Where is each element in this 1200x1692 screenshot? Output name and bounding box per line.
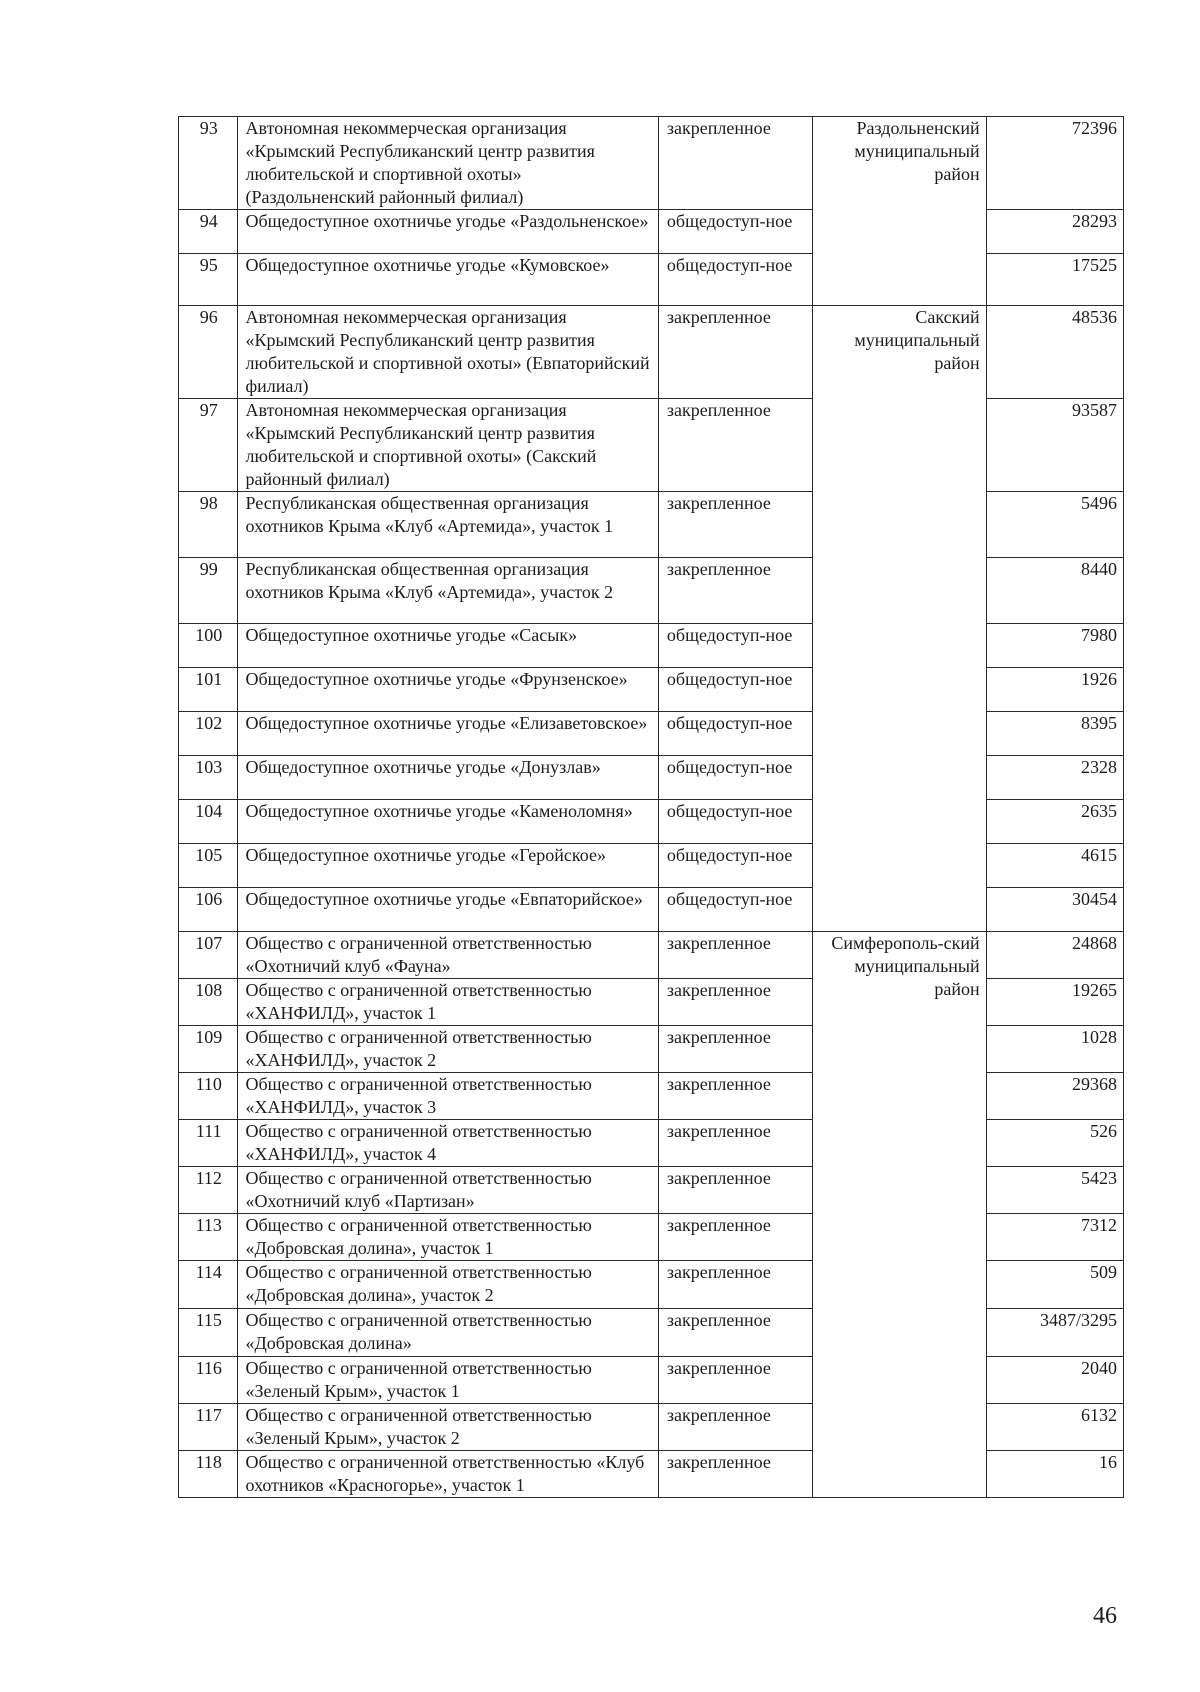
row-number: 94: [179, 210, 238, 254]
ground-type: закрепленное: [658, 399, 812, 492]
ground-type: закрепленное: [658, 306, 812, 399]
ground-name: Общедоступное охотничье угодье «Кумовское»: [237, 254, 658, 306]
ground-type: закрепленное: [658, 1357, 812, 1404]
ground-type: закрепленное: [658, 117, 812, 210]
ground-type: закрепленное: [658, 1026, 812, 1073]
row-number: 118: [179, 1451, 238, 1498]
ground-area: 1028: [986, 1026, 1123, 1073]
ground-name: Общедоступное охотничье угодье «Донузлав»: [237, 756, 658, 800]
ground-name: Общество с ограниченной ответственностью «Добровская долина»: [237, 1309, 658, 1357]
ground-type: закрепленное: [658, 1167, 812, 1214]
ground-area: 509: [986, 1261, 1123, 1309]
row-number: 102: [179, 712, 238, 756]
ground-type: общедоступ-ное: [658, 712, 812, 756]
ground-area: 16: [986, 1451, 1123, 1498]
table-body: [179, 117, 1124, 1498]
ground-area: 17525: [986, 254, 1123, 306]
ground-type: закрепленное: [658, 1451, 812, 1498]
ground-name: Общество с ограниченной ответственностью «Добровская долина», участок 1: [237, 1214, 658, 1261]
ground-type: закрепленное: [658, 1404, 812, 1451]
district-name: Симферополь-ский муниципальный район: [813, 932, 986, 1498]
district-name: Раздольненский муниципальный район: [813, 117, 986, 306]
ground-area: 19265: [986, 979, 1123, 1026]
ground-area: 3487/3295: [986, 1309, 1123, 1357]
row-number: 115: [179, 1309, 238, 1357]
row-number: 93: [179, 117, 238, 210]
row-number: 109: [179, 1026, 238, 1073]
ground-name: Автономная некоммерческая организация «Крымский Республиканский центр развития любительской и спортивной охоты» (Евпаторийский филиал): [237, 306, 658, 399]
ground-area: 72396: [986, 117, 1123, 210]
ground-type: общедоступ-ное: [658, 254, 812, 306]
ground-area: 1926: [986, 668, 1123, 712]
table-row: [179, 306, 1124, 399]
row-number: 117: [179, 1404, 238, 1451]
ground-type: закрепленное: [658, 1073, 812, 1120]
ground-name: Общество с ограниченной ответственностью «ХАНФИЛД», участок 1: [237, 979, 658, 1026]
ground-type: закрепленное: [658, 1120, 812, 1167]
row-number: 98: [179, 492, 238, 558]
row-number: 105: [179, 844, 238, 888]
ground-area: 4615: [986, 844, 1123, 888]
ground-name: Общедоступное охотничье угодье «Геройское»: [237, 844, 658, 888]
ground-type: закрепленное: [658, 558, 812, 624]
ground-type: общедоступ-ное: [658, 210, 812, 254]
row-number: 111: [179, 1120, 238, 1167]
ground-area: 2635: [986, 800, 1123, 844]
ground-area: 48536: [986, 306, 1123, 399]
ground-type: общедоступ-ное: [658, 844, 812, 888]
ground-type: общедоступ-ное: [658, 756, 812, 800]
ground-name: Общедоступное охотничье угодье «Евпаторийское»: [237, 888, 658, 932]
ground-name: Общедоступное охотничье угодье «Фрунзенское»: [237, 668, 658, 712]
row-number: 95: [179, 254, 238, 306]
row-number: 110: [179, 1073, 238, 1120]
row-number: 104: [179, 800, 238, 844]
row-number: 116: [179, 1357, 238, 1404]
ground-name: Республиканская общественная организация охотников Крыма «Клуб «Артемида», участок 2: [237, 558, 658, 624]
ground-type: закрепленное: [658, 979, 812, 1026]
ground-area: 5496: [986, 492, 1123, 558]
ground-type: общедоступ-ное: [658, 800, 812, 844]
ground-area: 24868: [986, 932, 1123, 979]
row-number: 113: [179, 1214, 238, 1261]
ground-area: 7312: [986, 1214, 1123, 1261]
page-number: 46: [1093, 1603, 1117, 1629]
ground-name: Общедоступное охотничье угодье «Раздольненское»: [237, 210, 658, 254]
hunting-grounds-table: [178, 116, 1124, 1498]
ground-area: 8440: [986, 558, 1123, 624]
row-number: 106: [179, 888, 238, 932]
ground-area: 93587: [986, 399, 1123, 492]
ground-name: Общество с ограниченной ответственностью «ХАНФИЛД», участок 4: [237, 1120, 658, 1167]
ground-name: Общедоступное охотничье угодье «Каменоломня»: [237, 800, 658, 844]
ground-name: Автономная некоммерческая организация «Крымский Республиканский центр развития любительской и спортивной охоты» (Сакский районный филиал): [237, 399, 658, 492]
ground-type: общедоступ-ное: [658, 668, 812, 712]
row-number: 99: [179, 558, 238, 624]
ground-area: 6132: [986, 1404, 1123, 1451]
ground-name: Общество с ограниченной ответственностью «Клуб охотников «Красногорье», участок 1: [237, 1451, 658, 1498]
ground-name: Общество с ограниченной ответственностью «ХАНФИЛД», участок 3: [237, 1073, 658, 1120]
ground-type: закрепленное: [658, 1261, 812, 1309]
ground-area: 2328: [986, 756, 1123, 800]
row-number: 108: [179, 979, 238, 1026]
ground-area: 30454: [986, 888, 1123, 932]
table-row: [179, 117, 1124, 210]
row-number: 107: [179, 932, 238, 979]
ground-name: Общество с ограниченной ответственностью «Охотничий клуб «Партизан»: [237, 1167, 658, 1214]
row-number: 103: [179, 756, 238, 800]
row-number: 96: [179, 306, 238, 399]
ground-type: закрепленное: [658, 1214, 812, 1261]
ground-type: общедоступ-ное: [658, 888, 812, 932]
ground-area: 8395: [986, 712, 1123, 756]
table-row: [179, 932, 1124, 979]
ground-area: 28293: [986, 210, 1123, 254]
ground-type: общедоступ-ное: [658, 624, 812, 668]
ground-name: Общедоступное охотничье угодье «Сасык»: [237, 624, 658, 668]
ground-type: закрепленное: [658, 1309, 812, 1357]
ground-area: 526: [986, 1120, 1123, 1167]
ground-name: Общество с ограниченной ответственностью «Зеленый Крым», участок 2: [237, 1404, 658, 1451]
ground-type: закрепленное: [658, 932, 812, 979]
row-number: 97: [179, 399, 238, 492]
row-number: 112: [179, 1167, 238, 1214]
ground-name: Общество с ограниченной ответственностью «Охотничий клуб «Фауна»: [237, 932, 658, 979]
ground-area: 29368: [986, 1073, 1123, 1120]
ground-name: Общество с ограниченной ответственностью «Зеленый Крым», участок 1: [237, 1357, 658, 1404]
ground-name: Республиканская общественная организация охотников Крыма «Клуб «Артемида», участок 1: [237, 492, 658, 558]
ground-area: 2040: [986, 1357, 1123, 1404]
row-number: 100: [179, 624, 238, 668]
row-number: 101: [179, 668, 238, 712]
ground-name: Общество с ограниченной ответственностью «ХАНФИЛД», участок 2: [237, 1026, 658, 1073]
district-name: Сакский муниципальный район: [813, 306, 986, 932]
ground-name: Общедоступное охотничье угодье «Елизаветовское»: [237, 712, 658, 756]
ground-area: 7980: [986, 624, 1123, 668]
ground-name: Автономная некоммерческая организация «Крымский Республиканский центр развития любительской и спортивной охоты» (Раздольненский районный филиал): [237, 117, 658, 210]
ground-type: закрепленное: [658, 492, 812, 558]
ground-name: Общество с ограниченной ответственностью «Добровская долина», участок 2: [237, 1261, 658, 1309]
ground-area: 5423: [986, 1167, 1123, 1214]
row-number: 114: [179, 1261, 238, 1309]
